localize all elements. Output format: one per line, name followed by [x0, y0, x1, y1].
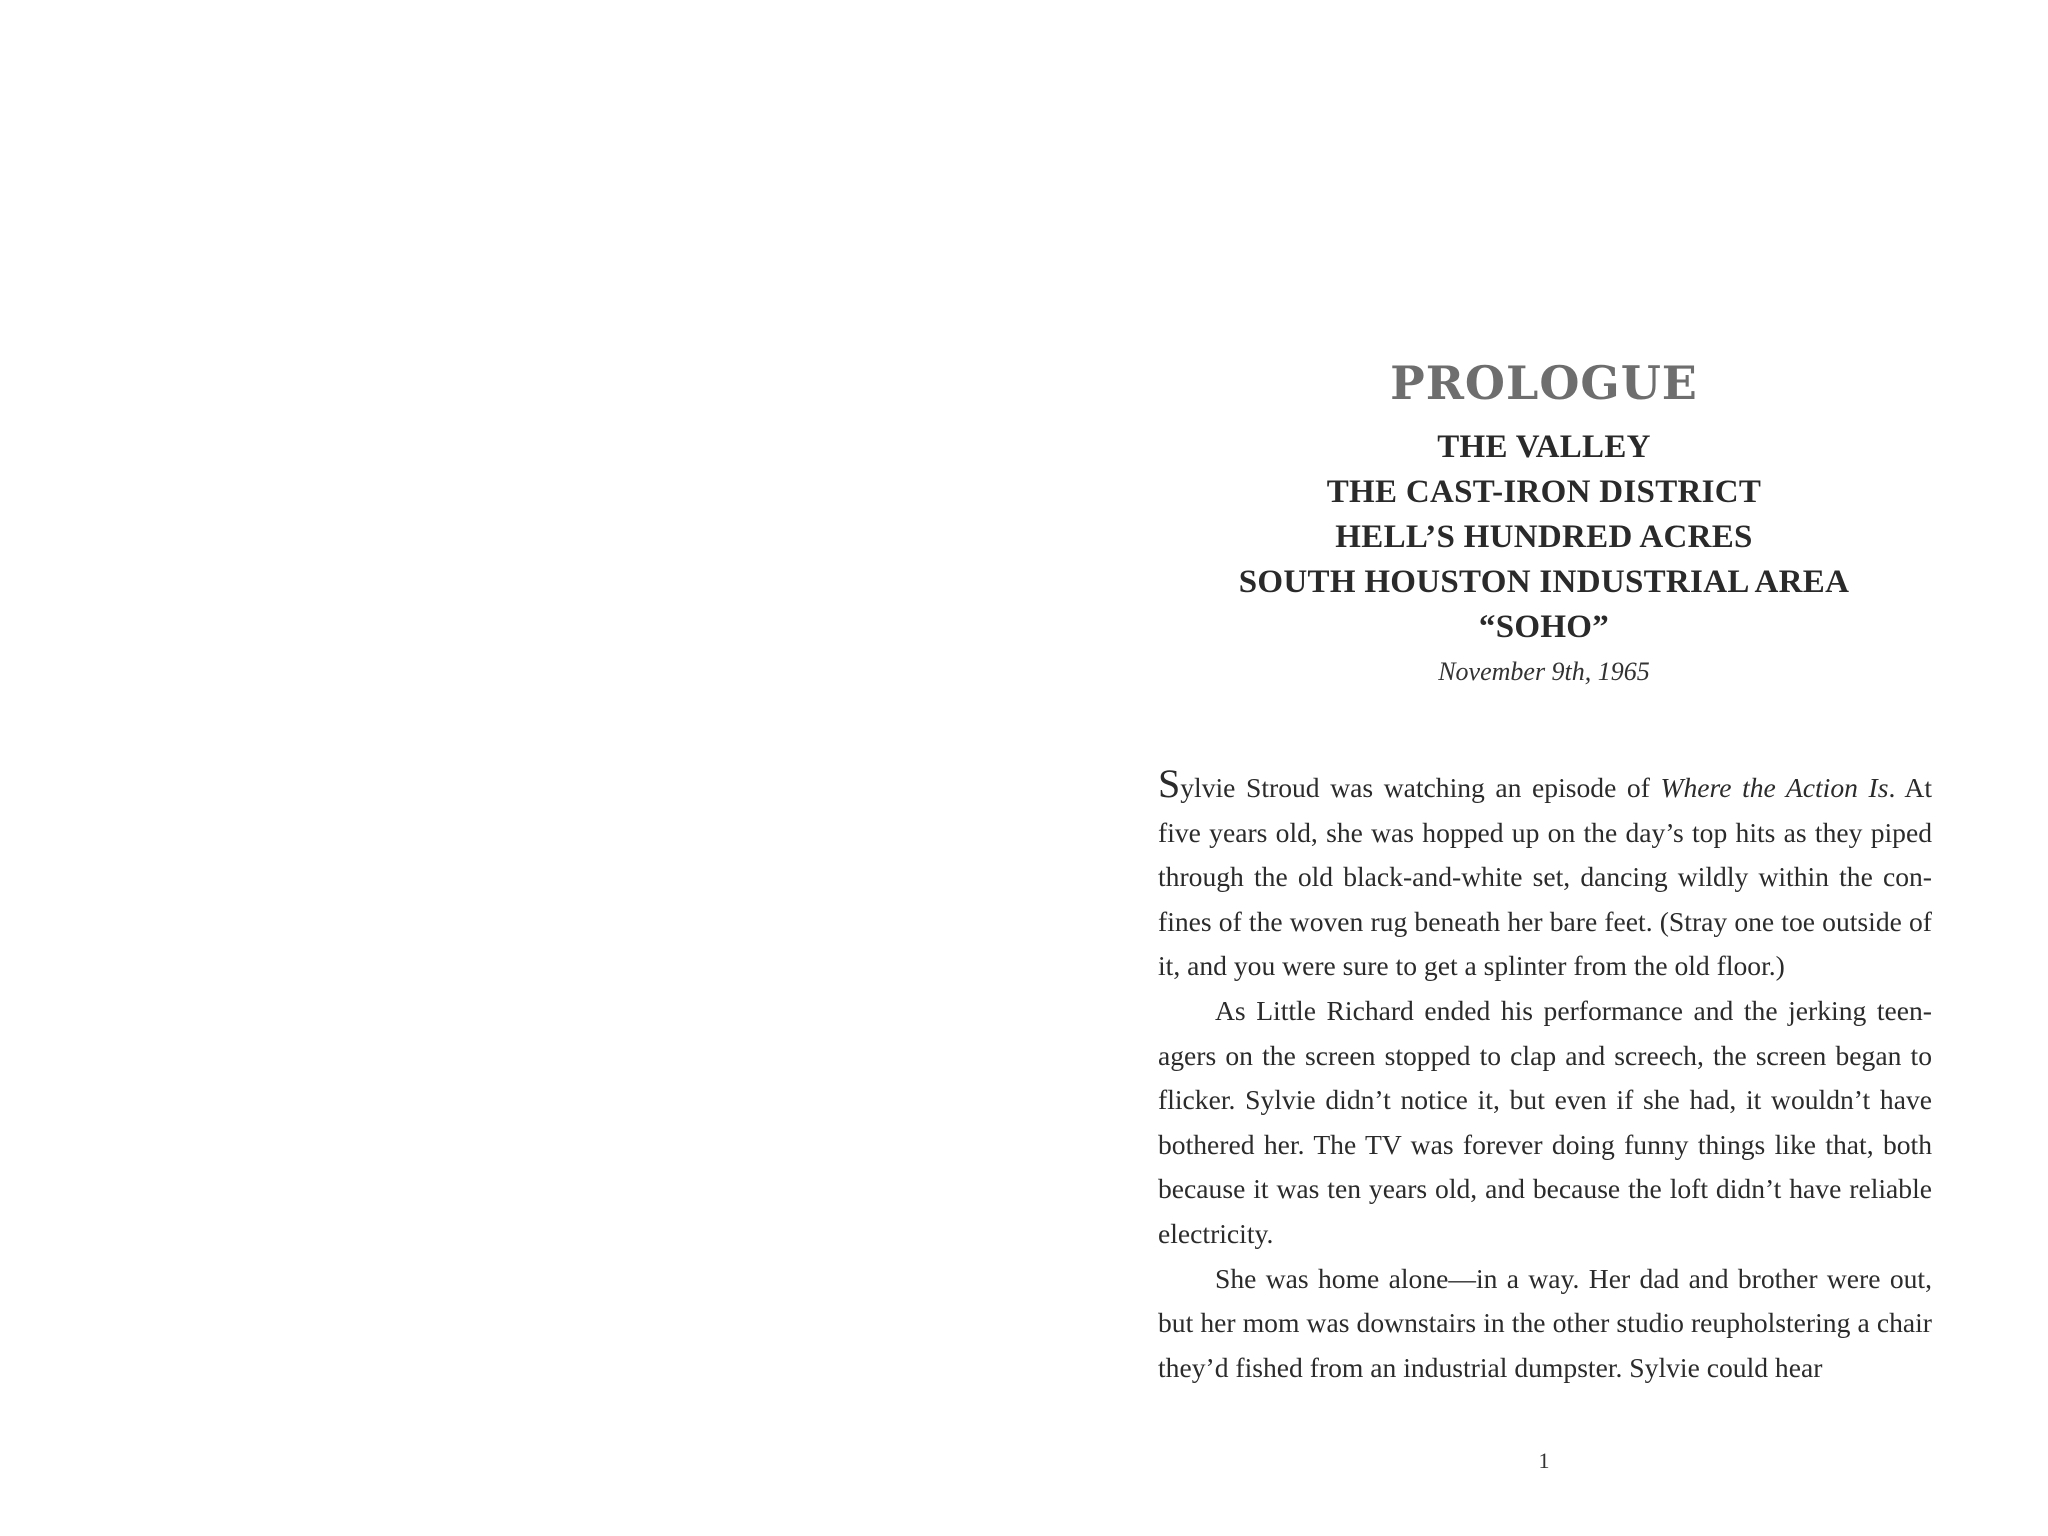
page-number: 1 — [1538, 1448, 1550, 1473]
place-line: THE VALLEY — [1437, 429, 1651, 465]
show-title: Where the Action Is — [1660, 772, 1889, 803]
place-line: “SOHO” — [1478, 609, 1610, 645]
paragraph-3: She was home alone—in a way. Her dad and brother were out, but her mom was downstairs in the other studio reupholstering a chair they’d fished from an industrial dumpster. Sylvie could hear — [1158, 1262, 1932, 1383]
paragraph-1-start: ylvie Stroud was watching an episode of — [1180, 772, 1661, 803]
chapter-date: November 9th, 1965 — [1438, 657, 1650, 686]
paragraph-2: As Little Richard ended his performance and the jerking teenagers on the screen stopped to clap and screech, the screen began to flicker. Sylvie didn’t notice it, but even if she had, it wouldn’t have bothered her. The TV was forever doing funny things like that, both because it was ten years old, and because the loft didn’t have reliable electricity. — [1158, 994, 1932, 1249]
body-text — [1158, 761, 1933, 1390]
place-names — [1154, 425, 1934, 650]
place-line: THE CAST-IRON DISTRICT — [1326, 474, 1762, 510]
place-line: SOUTH HOUSTON INDUSTRIAL AREA — [1238, 564, 1850, 600]
chapter-heading — [1154, 355, 1934, 692]
paragraph-1 — [1158, 761, 1933, 989]
paragraph-1-rest: . At five years old, she was hopped up on the day’s top hits as they piped through the old black-and-white set, dancing wildly within the confines of the woven rug beneath her bare feet. (Stray one toe outside of it, and you were sure to get a splinter from the old floor.) — [1158, 772, 1933, 982]
drop-cap: S — [1158, 761, 1181, 806]
place-line: HELL’S HUNDRED ACRES — [1335, 519, 1753, 555]
chapter-title: PROLOGUE — [1390, 356, 1698, 410]
